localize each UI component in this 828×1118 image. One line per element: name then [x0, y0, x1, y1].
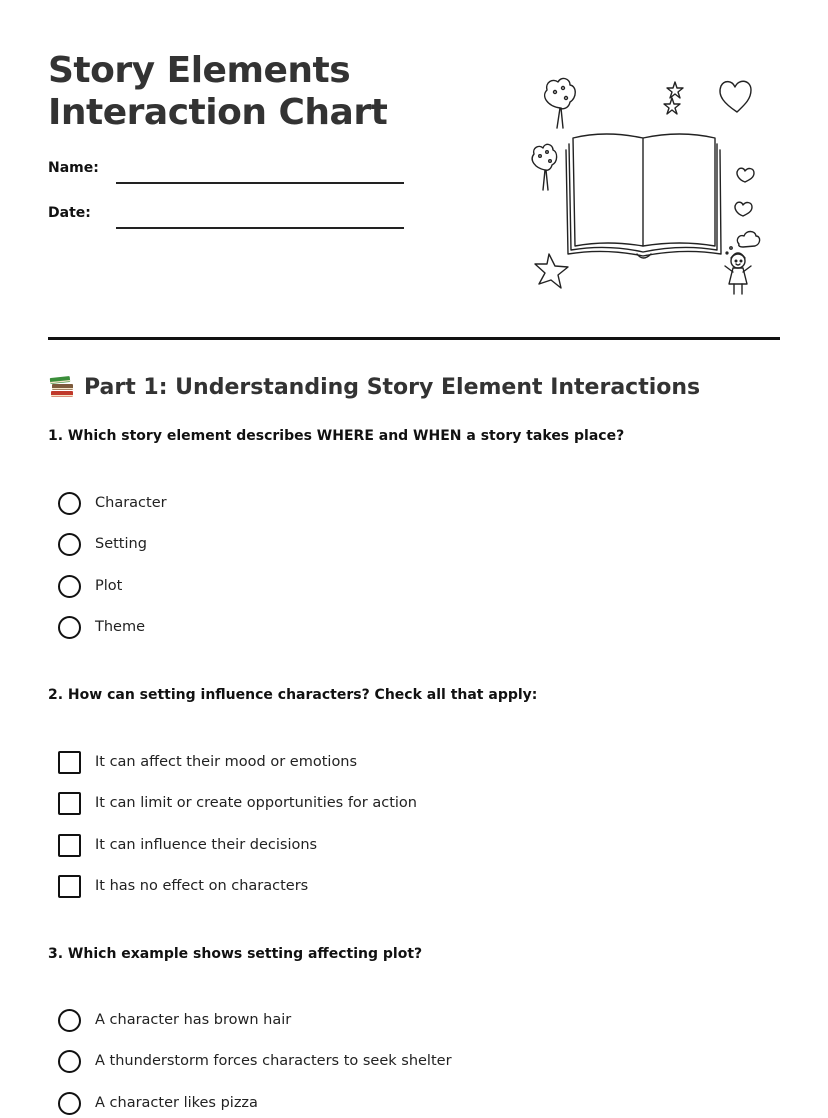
radio-button[interactable] [58, 1050, 81, 1073]
page-title [48, 50, 387, 134]
question-2: 2. How can setting influence characters? Check all that apply: [48, 687, 538, 703]
option-label: Character [95, 495, 167, 511]
option-label: It can affect their mood or emotions [95, 754, 358, 770]
q3-option-pizza[interactable] [58, 1090, 258, 1116]
title-line-1: Story Elements [48, 50, 351, 91]
checkbox[interactable] [58, 875, 81, 898]
option-label: A character likes pizza [95, 1095, 258, 1111]
radio-button[interactable] [58, 575, 81, 598]
name-label: Name: [48, 160, 99, 176]
option-label: Theme [95, 619, 146, 635]
option-label: It has no effect on characters [95, 878, 309, 894]
q3-option-thunderstorm[interactable] [58, 1048, 452, 1074]
option-label: Plot [95, 578, 123, 594]
option-label: It can limit or create opportunities for action [95, 795, 417, 811]
question-1: 1. Which story element describes WHERE and WHEN a story takes place? [48, 428, 625, 444]
q1-option-setting[interactable] [58, 531, 147, 557]
q2-option-mood[interactable] [58, 749, 357, 775]
q1-option-plot[interactable] [58, 573, 122, 599]
q3-option-brown-hair[interactable] [58, 1007, 291, 1033]
checkbox[interactable] [58, 751, 81, 774]
checkbox[interactable] [58, 834, 81, 857]
section-heading-text: Part 1: Understanding Story Element Interactions [84, 374, 701, 400]
option-label: A character has brown hair [95, 1012, 292, 1028]
q2-option-opportunities[interactable] [58, 790, 417, 816]
question-3: 3. Which example shows setting affecting plot? [48, 946, 423, 962]
option-label: Setting [95, 536, 147, 552]
q2-option-decisions[interactable] [58, 832, 317, 858]
radio-button[interactable] [58, 492, 81, 515]
radio-button[interactable] [58, 1009, 81, 1032]
q2-option-no-effect[interactable] [58, 873, 308, 899]
option-label: A thunderstorm forces characters to seek shelter [95, 1053, 452, 1069]
date-label: Date: [48, 205, 91, 221]
date-field[interactable] [116, 227, 404, 229]
date-field-row [48, 205, 408, 235]
header-divider [48, 337, 780, 340]
checkbox[interactable] [58, 792, 81, 815]
q1-option-theme[interactable] [58, 614, 145, 640]
title-line-2: Interaction Chart [48, 92, 388, 133]
radio-button[interactable] [58, 1092, 81, 1115]
option-label: It can influence their decisions [95, 837, 318, 853]
section-heading-part-1 [48, 373, 700, 401]
radio-button[interactable] [58, 533, 81, 556]
name-field-row [48, 160, 408, 190]
q1-option-character[interactable] [58, 490, 167, 516]
radio-button[interactable] [58, 616, 81, 639]
books-emoji-icon [48, 373, 76, 401]
name-field[interactable] [116, 182, 404, 184]
open-book-doodle-icon [525, 70, 770, 305]
